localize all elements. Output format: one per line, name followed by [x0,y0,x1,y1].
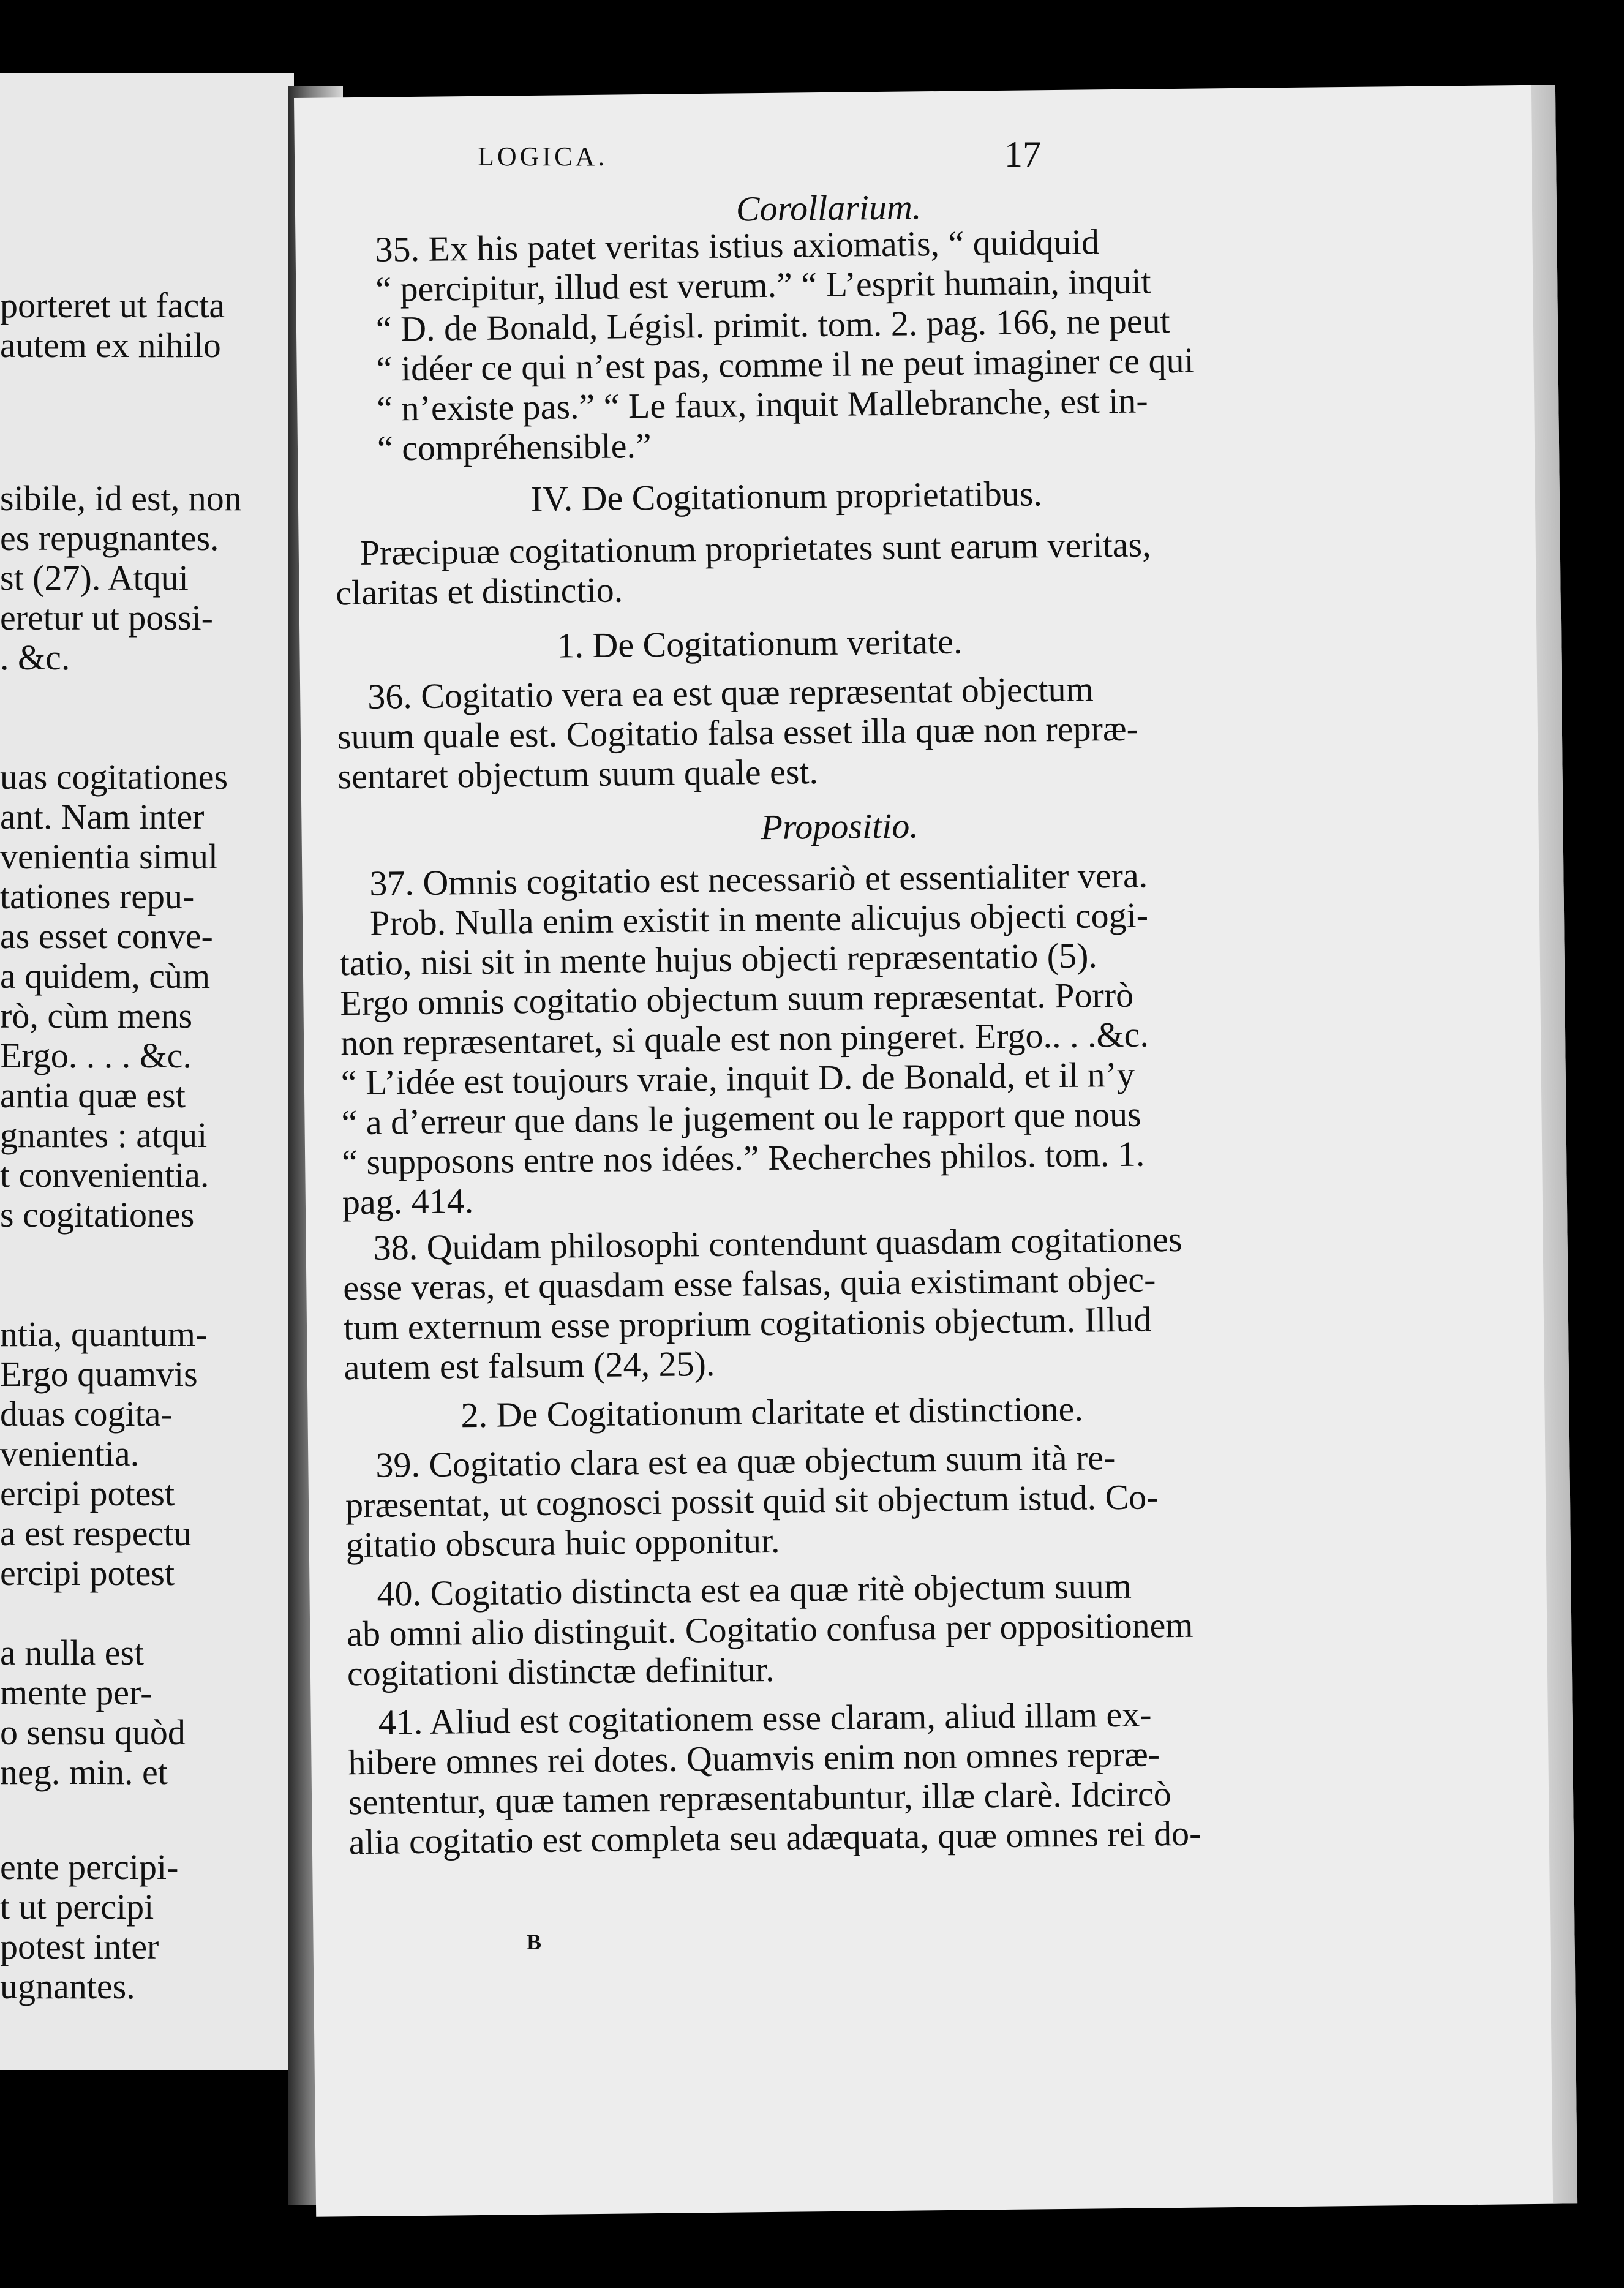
left-page-line: a quidem, cùm [0,956,211,996]
right-page-line: 36. Cogitatio vera ea est quæ repræsentat objectum [367,669,1094,717]
right-page-line: “ compréhensible.” [377,425,652,469]
left-page-line: venientia simul [0,837,218,876]
left-page-line: ercipi potest [0,1473,175,1513]
left-page-line: autem ex nihilo [0,325,221,365]
right-page-line: claritas et distinctio. [336,570,623,613]
signature-mark: B [527,1930,542,1954]
left-page-line: eretur ut possi- [0,598,213,638]
left-page-line: rò, cùm mens [0,996,193,1036]
right-page-line: præsentat, ut cognosci possit quid sit objectum istud. Co- [345,1477,1159,1526]
right-page-line: tatio, nisi sit in mente hujus objecti repræsentatio (5). [339,935,1098,984]
left-page-line: antia quæ est [0,1075,186,1115]
left-page-line: . &c. [0,638,70,677]
right-page-line: 1. De Cogitationum veritate. [557,621,963,666]
left-page-line: s cogitationes [0,1195,195,1235]
right-page-line: 35. Ex his patet veritas istius axiomatis, “ quidquid [375,222,1100,269]
right-page-line: “ percipitur, illud est verum.” “ L’esprit humain, inquit [375,261,1151,309]
right-page-line: 2. De Cogitationum claritate et distinctione. [461,1388,1084,1436]
right-page-line: ab omni alio distinguit. Cogitatio confusa per oppositionem [346,1605,1194,1654]
left-page-line: a est respectu [0,1513,192,1553]
left-page-line: ente percipi- [0,1847,179,1887]
page-number: 17 [1004,134,1041,175]
left-page-line: tationes repu- [0,876,195,916]
right-page-line: sententur, quæ tamen repræsentabuntur, illæ clarè. Idcircò [348,1774,1171,1823]
top-dark-border [0,0,1624,67]
right-page-line: autem est falsum (24, 25). [344,1343,715,1388]
left-page-line: Ergo quamvis [0,1354,198,1394]
right-page-line: 40. Cogitatio distincta est ea quæ ritè objectum suum [377,1565,1132,1614]
right-page-line: hibere omnes rei dotes. Quamvis enim non omnes repræ- [348,1734,1160,1783]
right-page-line: Propositio. [761,805,919,848]
right-page-line: tum externum esse proprium cogitationis objectum. Illud [343,1299,1152,1348]
left-page-line: ercipi potest [0,1553,175,1593]
left-page-line: t ut percipi [0,1887,154,1927]
left-page-line: as esset conve- [0,916,213,956]
right-page-line: 41. Aliud est cogitationem esse claram, aliud illam ex- [378,1694,1152,1742]
right-page-line: “ n’existe pas.” “ Le faux, inquit Mallebranche, est in- [376,380,1148,429]
right-page-line: Præcipuæ cogitationum proprietates sunt earum veritas, [359,524,1151,573]
left-page-line: es repugnantes. [0,518,219,558]
left-page-line: Ergo. . . . &c. [0,1036,192,1075]
left-page-line: mente per- [0,1673,152,1712]
left-page-line: potest inter [0,1927,159,1966]
right-page-line: “ L’idée est toujours vraie, inquit D. de Bonald, et il n’y [340,1054,1135,1103]
left-page-line: st (27). Atqui [0,558,189,598]
right-page-line: “ a d’erreur que dans le jugement ou le rapport que nous [341,1094,1141,1143]
left-page-line: a nulla est [0,1633,145,1673]
right-page [294,85,1577,2216]
right-page-line: 37. Omnis cogitatio est necessariò et essentialiter vera. [369,855,1148,903]
right-page-line: Prob. Nulla enim existit in mente alicujus objecti cogi- [369,895,1149,943]
right-page-line: alia cogitatio est completa seu adæquata, quæ omnes rei do- [348,1813,1201,1862]
right-page-line: “ D. de Bonald, Législ. primit. tom. 2. pag. 166, ne peut [375,301,1170,349]
left-page-line: gnantes : atqui [0,1115,208,1155]
running-head: LOGICA. [478,141,608,171]
left-page-line: venientia. [0,1434,140,1473]
right-page-line: Ergo omnis cogitatio objectum suum repræsentat. Porrò [340,974,1134,1023]
right-page-line: 38. Quidam philosophi contendunt quasdam cogitationes [373,1219,1182,1268]
right-page-line: “ idéer ce qui n’est pas, comme il ne peut imaginer ce qui [376,340,1195,389]
left-page-line: uas cogitationes [0,757,228,797]
right-page-line: “ supposons entre nos idées.” Recherches philos. tom. 1. [341,1134,1145,1183]
left-page-line: duas cogita- [0,1394,173,1434]
right-page-line: suum quale est. Cogitatio falsa esset illa quæ non repræ- [337,708,1139,757]
left-page [0,73,294,2070]
right-page-line: sentaret objectum suum quale est. [337,751,819,797]
left-page-line: sibile, id est, non [0,478,242,518]
left-page-line: ugnantes. [0,1966,135,2006]
left-page-line: neg. min. et [0,1752,168,1792]
left-page-line: ntia, quantum- [0,1314,208,1354]
right-page-line: gitatio obscura huic opponitur. [345,1520,780,1565]
left-page-line: porteret ut facta [0,285,225,325]
left-page-line: ant. Nam inter [0,797,205,837]
right-page-line: non repræsentaret, si quale est non pingeret. Ergo.. . .&c. [340,1014,1149,1063]
page-edge [1531,85,1577,2203]
left-page-line: o sensu quòd [0,1712,186,1752]
right-page-line: cogitationi distinctæ definitur. [347,1649,775,1694]
right-page-line: Corollarium. [735,187,922,229]
right-page-line: pag. 414. [342,1181,474,1222]
right-page-line: esse veras, et quasdam esse falsas, quia existimant objec- [343,1259,1156,1308]
left-page-line: t convenientia. [0,1155,209,1195]
right-page-line: IV. De Cogitationum proprietatibus. [530,473,1043,519]
right-page-line: 39. Cogitatio clara est ea quæ objectum suum ità re- [375,1437,1116,1485]
